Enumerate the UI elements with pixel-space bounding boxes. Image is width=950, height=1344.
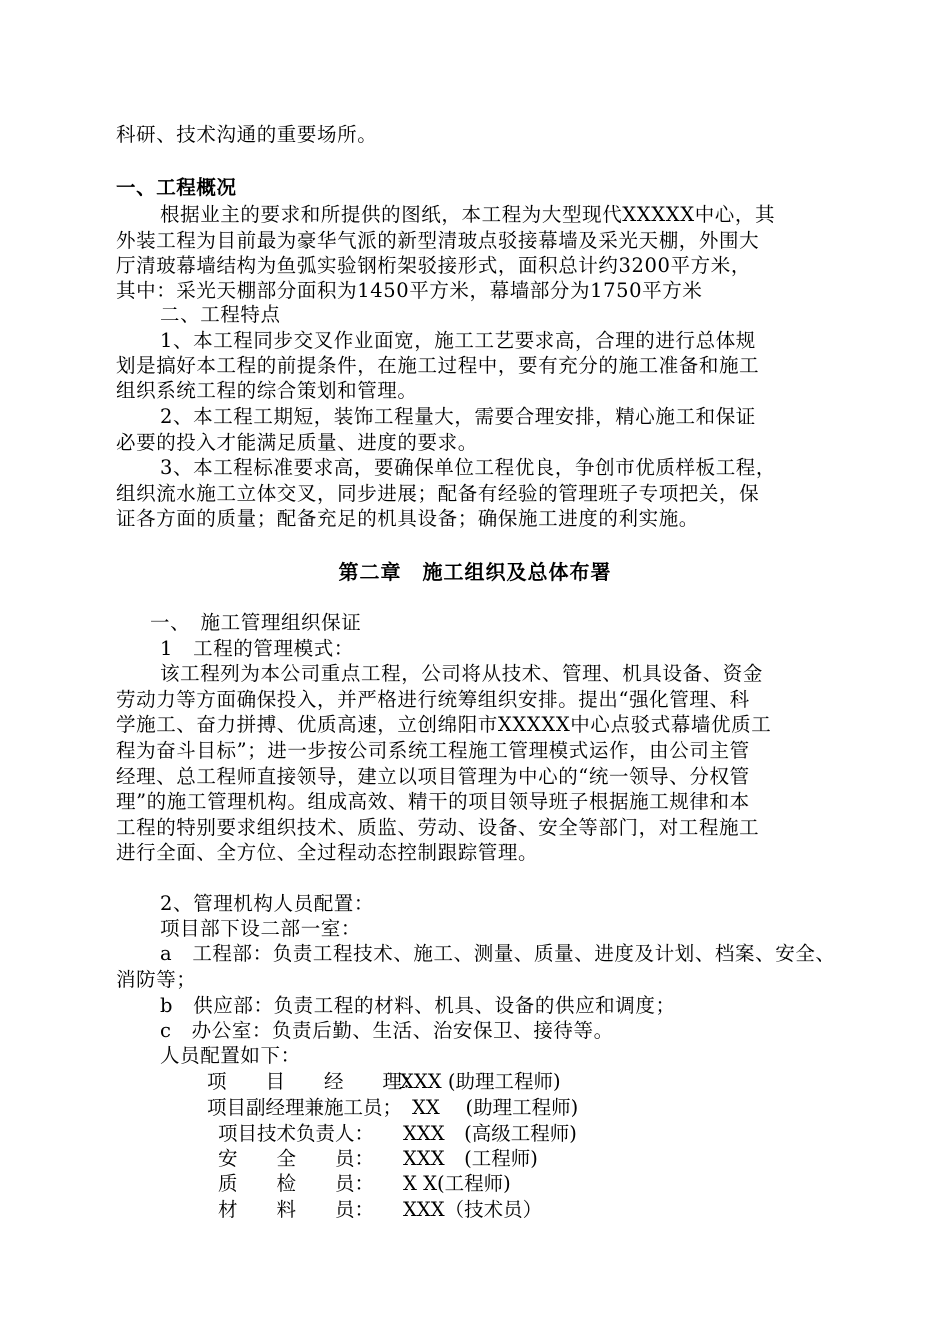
staff-name: XXX (高级工程师) (403, 1122, 577, 1145)
paragraph-line: 人员配置如下： (160, 1044, 301, 1067)
paragraph-line: 工程的特别要求组织技术、质监、劳动、设备、安全等部门，对工程施工 (116, 816, 760, 839)
paragraph-line: 理”的施工管理机构。组成高效、精干的项目领导班子根据施工规律和本 (116, 790, 750, 813)
paragraph-line: 外装工程为目前最为豪华气派的新型清玻点驳接幕墙及采光天棚，外围大 (116, 229, 760, 252)
paragraph-line: 1、本工程同步交叉作业面宽，施工工艺要求高，合理的进行总体规 (160, 329, 756, 352)
paragraph-line: 该工程列为本公司重点工程，公司将从技术、管理、机具设备、资金 (160, 662, 764, 685)
staff-name: XXX (助理工程师) (400, 1070, 561, 1093)
paragraph-line: 厅清玻幕墙结构为鱼弧实验钢桁架驳接形式，面积总计约3200平方米， (116, 254, 751, 277)
paragraph-line: 进行全面、全方位、全过程动态控制跟踪管理。 (116, 841, 539, 864)
staff-role: 项 目 经 理： (207, 1070, 422, 1093)
paragraph-line: 组织系统工程的综合策划和管理。 (116, 379, 418, 402)
list-item: c 办公室：负责后勤、生活、治安保卫、接待等。 (160, 1019, 614, 1042)
staff-name: X X(工程师) (403, 1172, 511, 1195)
staff-role: 安 全 员： (218, 1147, 375, 1170)
staff-role: 质 检 员： (218, 1172, 375, 1195)
paragraph-line: 必要的投入才能满足质量、进度的要求。 (116, 431, 478, 454)
paragraph-line: 学施工、奋力拼搏、优质高速，立创绵阳市XXXXX中心点驳式幕墙优质工 (116, 713, 772, 736)
subsection-heading: 2、管理机构人员配置： (160, 892, 375, 915)
paragraph-line: 3、本工程标准要求高，要确保单位工程优良，争创市优质样板工程， (160, 456, 777, 479)
list-item: b 供应部：负责工程的材料、机具、设备的供应和调度； (160, 994, 676, 1017)
paragraph-line: 经理、总工程师直接领导，建立以项目管理为中心的“统一领导、分权管 (116, 765, 750, 788)
paragraph-line: 劳动力等方面确保投入，并严格进行统筹组织安排。提出“强化管理、科 (116, 688, 750, 711)
paragraph-line: 程为奋斗目标”；进一步按公司系统工程施工管理模式运作，由公司主管 (116, 739, 750, 762)
section-heading-management: 一、 施工管理组织保证 (150, 611, 362, 634)
paragraph-line: 科研、技术沟通的重要场所。 (116, 123, 378, 146)
staff-role: 项目技术负责人： (218, 1122, 375, 1145)
staff-name: XXX（技术员） (403, 1198, 543, 1221)
list-item-continuation: 消防等； (116, 968, 197, 991)
staff-name: XXX (工程师) (403, 1147, 538, 1170)
subsection-heading: 1 工程的管理模式： (160, 637, 354, 660)
paragraph-line: 划是搞好本工程的前提条件，在施工过程中，要有充分的施工准备和施工 (116, 354, 760, 377)
list-item: a 工程部：负责工程技术、施工、测量、质量、进度及计划、档案、安全、 (160, 942, 836, 965)
staff-role: 项目副经理兼施工员； (207, 1096, 403, 1119)
section-heading-features: 二、工程特点 (160, 303, 281, 326)
paragraph-line: 证各方面的质量；配备充足的机具设备；确保施工进度的利实施。 (116, 507, 699, 530)
section-heading-overview: 一、工程概况 (116, 176, 237, 199)
paragraph-line: 组织流水施工立体交叉，同步进展；配备有经验的管理班子专项把关，保 (116, 482, 760, 505)
paragraph-line: 项目部下设二部一室： (160, 917, 362, 940)
paragraph-line: 根据业主的要求和所提供的图纸，本工程为大型现代XXXXX中心，其 (160, 203, 776, 226)
paragraph-line: 其中：采光天棚部分面积为1450平方米，幕墙部分为1750平方米 (116, 279, 703, 302)
staff-name: XX (助理工程师) (412, 1096, 579, 1119)
paragraph-line: 2、本工程工期短，装饰工程量大，需要合理安排，精心施工和保证 (160, 405, 756, 428)
chapter-title: 第二章 施工组织及总体布署 (338, 560, 612, 584)
staff-role: 材 料 员： (218, 1198, 375, 1221)
